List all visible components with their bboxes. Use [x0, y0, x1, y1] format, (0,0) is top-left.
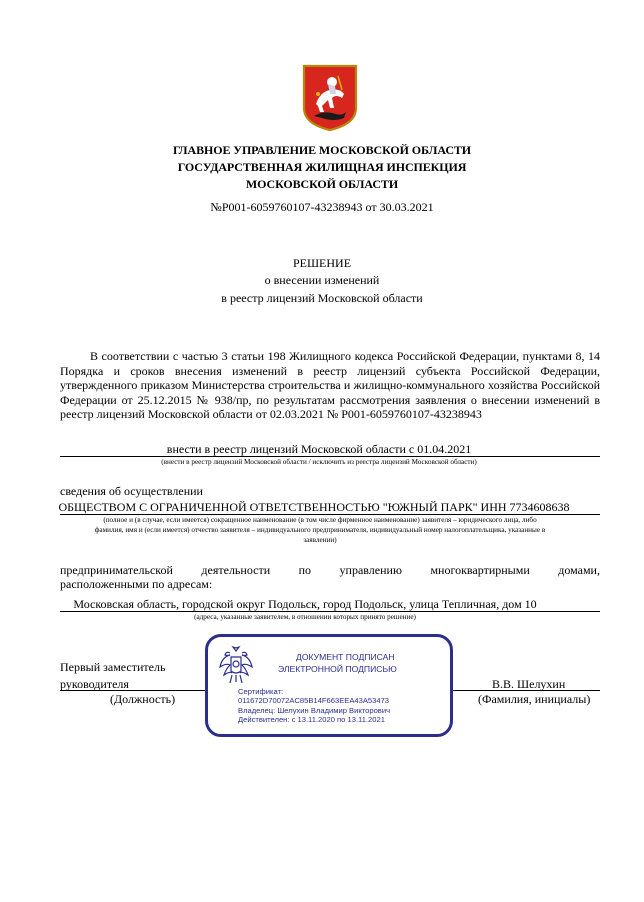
stamp-validity: Действителен: с 13.11.2020 по 13.11.2021 — [238, 715, 385, 725]
document-number: №Р001-6059760107-43238943 от 30.03.2021 — [210, 200, 434, 214]
signer-name: В.В. Шелухин — [492, 677, 566, 691]
header-line-1: ГЛАВНОЕ УПРАВЛЕНИЕ МОСКОВСКОЙ ОБЛАСТИ — [172, 143, 472, 157]
stamp-cert-label: Сертификат: — [238, 687, 284, 696]
name-underline — [451, 690, 600, 691]
activity-word: предпринимательской — [60, 563, 173, 577]
action-underline — [60, 456, 600, 457]
signer-position-line-1: Первый заместитель — [60, 660, 166, 674]
name-hint: (Фамилия, инициалы) — [478, 692, 591, 706]
header-line-3: МОСКОВСКОЙ ОБЛАСТИ — [245, 177, 399, 191]
stamp-title-line-1: ДОКУМЕНТ ПОДПИСАН — [296, 652, 395, 662]
company-hint-1: (полное и (в случае, если имеется) сокращенное наименование (в том числе фирменное наименование) заявителя – юридического лица, либо — [103, 516, 537, 524]
action-text: внести в реестр лицензий Московской области с 01.04.2021 — [166, 442, 472, 456]
company-underline — [60, 514, 600, 515]
info-label: сведения об осуществлении — [60, 484, 203, 498]
activity-line-2: расположенными по адресам: — [60, 577, 213, 591]
action-hint: (внести в реестр лицензий Московской области / исключить из реестра лицензий Московской области) — [161, 458, 477, 466]
stamp-title — [278, 652, 448, 675]
activity-line-1 — [60, 563, 600, 578]
address-text: Московская область, городской округ Подольск, город Подольск, улица Тепличная, дом 10 — [73, 597, 537, 611]
company-name: ОБЩЕСТВОМ С ОГРАНИЧЕННОЙ ОТВЕТСТВЕННОСТЬЮ "ЮЖНЫЙ ПАРК" ИНН 7734608638 — [58, 500, 570, 514]
address-underline — [60, 611, 600, 612]
company-hint-3: заявлении) — [303, 536, 337, 544]
decision-title: РЕШЕНИЕ — [292, 256, 352, 270]
double-headed-eagle-icon — [218, 645, 254, 685]
activity-word: многоквартирными — [430, 563, 530, 577]
stamp-owner: Владелец: Шелухин Владимир Викторович — [238, 705, 391, 715]
address-hint: (адреса, указанные заявителем, в отношении которых принято решение) — [194, 613, 416, 621]
stamp-title-line-2: ЭЛЕКТРОННОЙ ПОДПИСЬЮ — [278, 663, 397, 674]
activity-word: домами, — [558, 563, 600, 577]
body-paragraph: В соответствии с частью 3 статьи 198 Жилищного кодекса Российской Федерации, пунктами 8, 14 Порядка и сроков внесения изменений в реестр лицензий субъекта Российской Федерации, утвержденного приказом Министерства строительства и жилищно-коммунального хозяйства Российской Федерации от 25.12.2015 № 938/пр, по результатам рассмотрения заявления о внесении изменений в реестр лицензий Московской области от 02.03.2021 № Р001-6059760107-43238943 — [60, 349, 600, 422]
position-underline — [60, 690, 208, 691]
electronic-signature-stamp — [205, 634, 453, 737]
position-hint: (Должность) — [110, 692, 176, 706]
header-line-2: ГОСУДАРСТВЕННАЯ ЖИЛИЩНАЯ ИНСПЕКЦИЯ — [177, 160, 467, 174]
signer-position-line-2: руководителя — [60, 677, 129, 691]
stamp-cert-number: 011672D70072AC85B14F663EEA43A53473 — [238, 696, 390, 706]
stamp-certificate-info — [238, 687, 390, 725]
company-hint-2: фамилия, имя и (если имеется) отчество заявителя – индивидуального предпринимателя, индивидуальный номер налогоплательщика, указанные в — [94, 526, 546, 534]
moscow-oblast-coat-of-arms-icon — [302, 64, 358, 132]
decision-subtitle-1: о внесении изменений — [264, 273, 380, 287]
decision-subtitle-2: в реестр лицензий Московской области — [221, 291, 423, 305]
activity-word: по — [298, 563, 312, 577]
activity-word: деятельности — [201, 563, 271, 577]
activity-word: управлению — [339, 563, 402, 577]
